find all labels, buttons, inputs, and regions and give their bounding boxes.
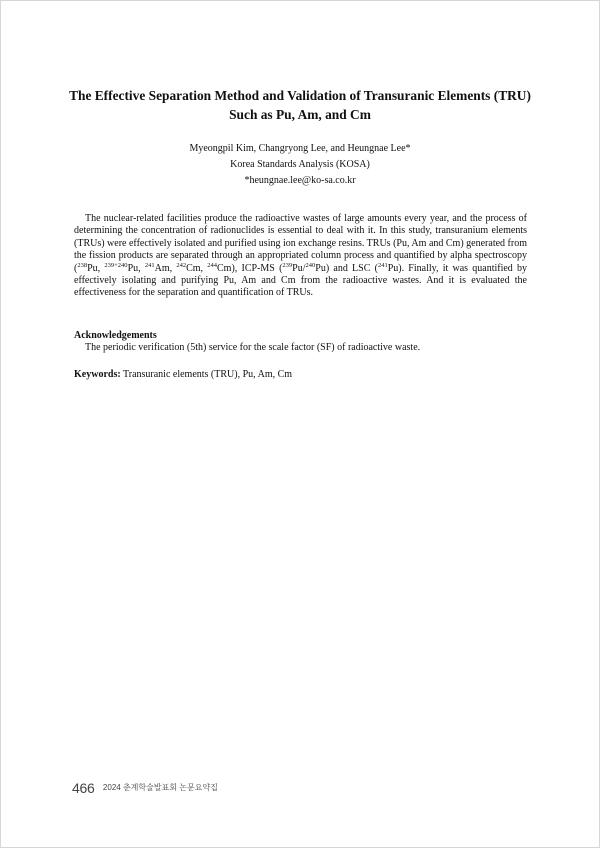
isotope-mass: 238: [77, 261, 88, 269]
abstract-text: The nuclear-related facilities produce the radioactive wastes of large amounts every year, and the process of determining the concentration of radionuclides is essential to deal with it. In this study, transuranium elements (TRUs) were effectively isolated and purified using ion exchange resins. TRUs (Pu, Am and Cm) generated from the fission products are separated through an appropriated column process and quantified by alpha spectroscopy (: [74, 213, 527, 274]
isotope-mass: 242: [176, 261, 187, 269]
keywords-label: Keywords:: [74, 369, 121, 380]
corresponding-email: *heungnae.lee@ko-sa.co.kr: [244, 175, 356, 186]
author-list: Myeongpil Kim, Changryong Lee, and Heungnae Lee*: [189, 143, 411, 154]
abstract-text: Pu). Finally, it was quantified by effectively isolating and purifying Pu, Am and Cm from the radioactive wastes. And it is evaluated the effectiveness for the separation and quantification of TRUs.: [74, 262, 528, 299]
isotope-mass: 239+240: [104, 261, 128, 269]
isotope-mass: 239: [282, 261, 293, 269]
acknowledgements-text: The periodic verification (5th) service for the scale factor (SF) of radioactive waste.: [85, 342, 421, 353]
abstract-text: Pu,: [127, 262, 145, 274]
affiliation: Korea Standards Analysis (KOSA): [230, 159, 370, 170]
page-footer: [72, 779, 218, 797]
abstract-text: Cm), ICP-MS (: [217, 262, 283, 274]
title-line-1: The Effective Separation Method and Validation of Transuranic Elements (TRU): [69, 88, 531, 103]
isotope-mass: 240: [305, 261, 316, 269]
title-line-2: Such as Pu, Am, and Cm: [229, 107, 371, 122]
abstract-text: Cm,: [186, 262, 208, 274]
abstract-text: Am,: [154, 262, 177, 274]
abstract-text: Pu,: [87, 262, 105, 274]
page-number: 466: [72, 779, 95, 796]
abstract-paragraph: [74, 213, 527, 300]
abstract-text: Pu/: [292, 262, 306, 274]
acknowledgements-heading: Acknowledgements: [74, 330, 157, 341]
isotope-mass: 244: [207, 261, 218, 269]
abstract-text: Pu) and LSC (: [315, 262, 378, 274]
keywords-text: Transuranic elements (TRU), Pu, Am, Cm: [120, 369, 293, 380]
isotope-mass: 241: [144, 261, 155, 269]
proceedings-title: 2024 춘계학술발표회 논문요약집: [102, 783, 218, 793]
keywords-line: [74, 369, 292, 381]
isotope-mass: 241: [377, 261, 388, 269]
paper-title: [60, 86, 540, 124]
author-block: [60, 141, 540, 189]
